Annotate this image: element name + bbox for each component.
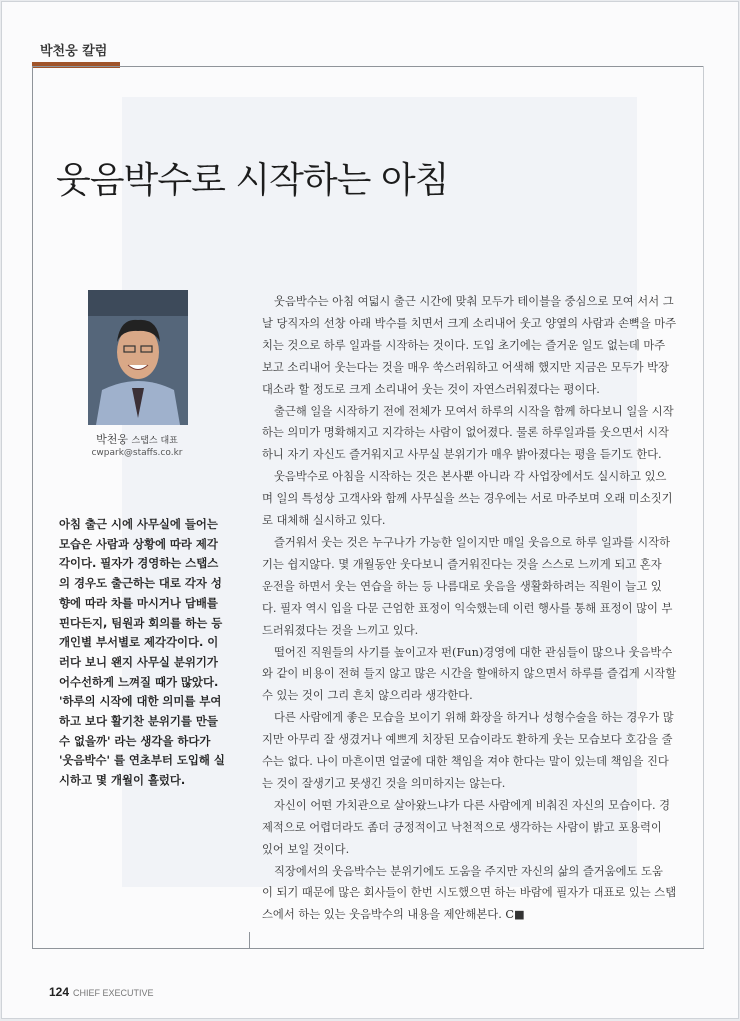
body-line: 드러워졌다는 것을 느끼고 있다. xyxy=(262,623,419,637)
body-line: 있어 보일 것이다. xyxy=(262,842,350,856)
body-line: 는 것이 잘생기고 못생긴 것을 의미하지는 않는다. xyxy=(262,776,506,790)
pullquote-line: 아침 출근 시에 사무실에 들어는 xyxy=(59,517,218,531)
body-line: 이 되기 때문에 많은 회사들이 한번 시도했으면 하는 바람에 필자가 대표로 있는 스탭 xyxy=(262,886,677,900)
author-role: 스탭스 대표 xyxy=(131,436,178,446)
article-body xyxy=(262,291,692,926)
author-photo xyxy=(88,290,188,425)
pullquote-line: 향에 따라 차를 마시거나 담배를 xyxy=(59,595,218,610)
pullquote-line: 하고 보다 활기찬 분위기를 만들 xyxy=(59,714,218,729)
body-line: 웃음박수는 아침 여덟시 출근 시간에 맞춰 모두가 테이블을 중심으로 모여 서서 그 xyxy=(274,295,674,308)
pullquote-line: 어수선하게 느껴질 때가 많았다. xyxy=(59,674,219,689)
body-line: 하는 의미가 명확해지고 지각하는 사람이 없어졌다. 물론 하루일과를 웃으면서 시작 xyxy=(262,426,669,440)
body-line: 날 당직자의 선창 아래 박수를 치면서 크게 소리내어 웃고 양옆의 사람과 손뼉을 마주 xyxy=(262,316,677,330)
page-footer xyxy=(49,985,154,999)
headline: 웃음박수로 시작하는 아침 xyxy=(56,160,449,201)
column-label: 박천웅 칼럼 xyxy=(40,44,108,59)
body-line: 수는 없다. 나이 마흔이면 얼굴에 대한 책임을 져야 한다는 말이 있는데 책임을 진다 xyxy=(262,755,669,769)
pullquote-line: '웃음박수' 를 연초부터 도입해 실 xyxy=(59,753,225,768)
body-line: 대소라 할 정도로 크게 소리내어 웃는 것이 자연스러워졌다는 평이다. xyxy=(262,382,600,396)
pullquote-line: 러다 보니 왠지 사무실 분위기가 xyxy=(59,654,218,669)
pullquote-line: 시하고 몇 개월이 흘렀다. xyxy=(59,773,186,788)
body-line: 로 대체해 실시하고 있다. xyxy=(262,514,386,528)
pullquote-line: 개인별 부서별로 제각각이다. 이 xyxy=(59,635,219,650)
pullquote xyxy=(59,515,229,791)
body-line: 와 같이 비용이 전혀 들지 않고 많은 시간을 할애하지 않으면서 하루를 즐겁게 시작할 xyxy=(262,667,677,681)
body-line: 며 일의 특성상 고객사와 함께 사무실을 쓰는 경우에는 서로 마주보며 오래 미소짓기 xyxy=(262,492,673,506)
bleed-through-text xyxy=(542,42,692,64)
body-line: 다른 사람에게 좋은 모습을 보이기 위해 화장을 하거나 성형수술을 하는 경우가 많 xyxy=(274,711,674,725)
body-line: 하니 자기 자신도 즐거워지고 사무실 분위기가 매우 밝아졌다는 평을 듣기도 한다. xyxy=(262,448,662,462)
body-line: 수 있는 것이 그리 흔치 않으리라 생각한다. xyxy=(262,689,473,703)
pullquote-line: 핀다든지, 팀원과 회의를 하는 등 xyxy=(59,615,223,630)
frame-rule-bottom xyxy=(32,948,704,949)
body-line: 웃음박수로 아침을 시작하는 것은 본사뿐 아니라 각 사업장에서도 실시하고 있으 xyxy=(274,470,667,484)
author-email: cwpark@staffs.co.kr xyxy=(91,448,183,458)
frame-rule-divider xyxy=(249,932,250,948)
body-line: 직장에서의 웃음박수는 분위기에도 도움을 주지만 자신의 삶의 즐거움에도 도움 xyxy=(274,864,663,878)
pullquote-line: 각이다. 필자가 경영하는 스탭스 xyxy=(59,556,219,571)
frame-rule-left xyxy=(32,66,33,948)
pullquote-line: 모습은 사람과 상황에 따라 제각 xyxy=(59,536,218,551)
body-line: 스에서 하는 있는 웃음박수의 내용을 제안해본다. C■ xyxy=(262,908,525,922)
body-line: 즐거워서 웃는 것은 누구나가 가능한 일이지만 매일 웃음으로 하루 일과를 시작하 xyxy=(274,535,671,549)
body-line: 운전을 하면서 웃는 연습을 하는 등 나름대로 웃음을 생활화하려는 직원이 늘고 있 xyxy=(262,579,662,593)
author-byline xyxy=(62,431,212,458)
body-line: 제적으로 어렵더라도 좀더 긍정적이고 낙천적으로 생각하는 사람이 밝고 포용력이 xyxy=(262,820,662,834)
frame-rule-top xyxy=(32,66,704,67)
body-line: 기는 쉽지않다. 몇 개월동안 웃다보니 즐거워진다는 것을 스스로 느끼게 되고 혼자 xyxy=(262,557,662,571)
pullquote-line: 의 경우도 출근하는 대로 각자 성 xyxy=(59,576,222,591)
magazine-name: CHIEF EXECUTIVE xyxy=(73,988,154,998)
body-line: 출근해 일을 시작하기 전에 전체가 모여서 하루의 시작을 함께 하다보니 일을 시작 xyxy=(274,404,674,418)
accent-bar xyxy=(32,62,120,68)
pullquote-line: 수 없을까' 라는 생각을 하다가 xyxy=(59,733,211,748)
body-line: 다. 필자 역시 입을 다문 근엄한 표정이 익숙했는데 이런 행사를 통해 표정이 많이 부 xyxy=(262,601,673,615)
body-line: 치는 것으로 하루 일과를 시작하는 것이다. 도입 초기에는 즐거운 일도 없는데 마주 xyxy=(262,338,666,352)
body-line: 떨어진 직원들의 사기를 높이고자 펀(Fun)경영에 대한 관심들이 많으나 웃음박수 xyxy=(274,645,673,659)
author-name: 박천웅 xyxy=(96,433,129,446)
body-line: 자신이 어떤 가치관으로 살아왔느냐가 다른 사람에게 비춰진 자신의 모습이다. 경 xyxy=(274,798,671,812)
pullquote-line: '하루의 시작에 대한 의미를 부여 xyxy=(59,694,222,709)
body-line: 지만 아무리 잘 생겼거나 예쁘게 치장된 모습이라도 환하게 웃는 모습보다 호감을 줄 xyxy=(262,733,673,747)
magazine-page xyxy=(1,1,739,1019)
body-line: 보고 소리내어 웃는다는 것을 매우 쑥스러워하고 어색해 했지만 지금은 모두가 박장 xyxy=(262,360,669,374)
frame-rule-right xyxy=(703,66,704,948)
page-number: 124 xyxy=(49,985,70,999)
